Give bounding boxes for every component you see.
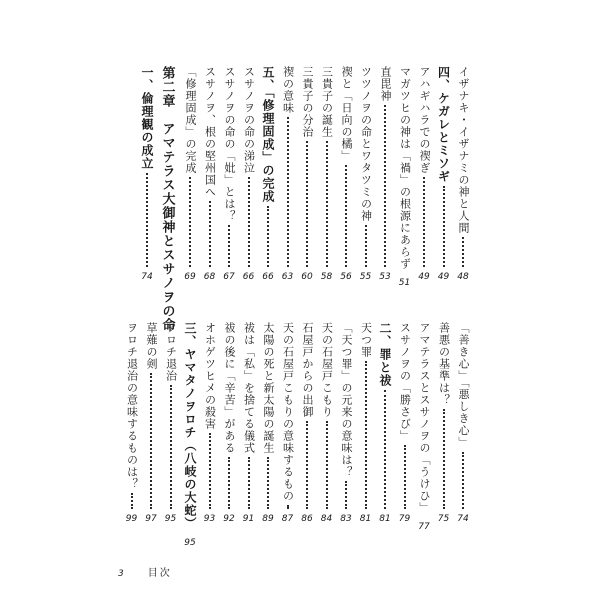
toc-entry-title: ヲロチ退治 bbox=[164, 322, 178, 382]
toc-page-number: 83 bbox=[340, 514, 352, 524]
toc-entry-title: ヲロチ退治の意味するものは？ bbox=[125, 322, 139, 490]
dot-leader bbox=[365, 225, 367, 267]
toc-entry-title: イザナキ・イザナミの神と人間 bbox=[457, 66, 470, 234]
toc-page-number: 99 bbox=[125, 514, 138, 524]
dot-leader bbox=[228, 457, 230, 509]
toc-entry-title: 直毘神 bbox=[379, 66, 392, 102]
dot-leader bbox=[248, 177, 250, 267]
toc-page-number: 66 bbox=[242, 272, 255, 282]
toc-entry[interactable] bbox=[455, 322, 471, 524]
toc-page-number: 89 bbox=[262, 514, 274, 524]
dot-leader bbox=[170, 385, 172, 509]
dot-leader bbox=[131, 493, 133, 509]
dot-leader bbox=[326, 141, 328, 267]
dot-leader bbox=[462, 452, 464, 510]
toc-page-number: 87 bbox=[281, 514, 294, 524]
toc-entry-title: スサノヲ、根の堅州国へ bbox=[203, 66, 217, 198]
dot-leader bbox=[287, 505, 289, 509]
toc-section-heading[interactable] bbox=[377, 322, 393, 524]
toc-entry[interactable] bbox=[358, 322, 374, 524]
toc-page-number: 97 bbox=[145, 514, 157, 524]
toc-page-number: 92 bbox=[223, 514, 235, 524]
toc-page-number: 86 bbox=[301, 514, 313, 524]
toc-entry-title: 天の石屋戸こもりの意味するもの bbox=[281, 322, 295, 502]
toc-entry[interactable] bbox=[280, 66, 296, 282]
toc-page-number: 77 bbox=[418, 522, 430, 532]
dot-leader bbox=[462, 237, 464, 267]
dot-leader bbox=[306, 421, 308, 509]
toc-chapter-heading[interactable] bbox=[159, 66, 175, 332]
toc-entry[interactable] bbox=[416, 322, 432, 532]
toc-entry[interactable] bbox=[377, 66, 393, 282]
toc-page-number: 60 bbox=[301, 272, 313, 282]
dot-leader bbox=[384, 390, 386, 509]
toc-page-number: 79 bbox=[398, 514, 411, 524]
toc-page-number: 67 bbox=[223, 272, 235, 282]
toc-entry-title: 祓は「私」を捨てる儀式 bbox=[242, 322, 256, 454]
toc-entry[interactable] bbox=[436, 322, 452, 524]
toc-entry[interactable] bbox=[241, 322, 257, 524]
toc-entry-title: 善悪の基準は？ bbox=[437, 322, 451, 406]
toc-entry[interactable] bbox=[397, 66, 413, 288]
toc-entry[interactable] bbox=[299, 66, 315, 282]
dot-leader bbox=[443, 186, 445, 267]
toc-entry-title: 第二章 アマテラス大御神とスサノヲの命 bbox=[159, 66, 175, 332]
dot-leader bbox=[209, 433, 211, 509]
dot-leader bbox=[306, 141, 308, 267]
dot-leader bbox=[365, 361, 367, 509]
dot-leader bbox=[228, 225, 230, 267]
toc-entry-title: アハギハラでの禊ぎ bbox=[418, 66, 431, 174]
toc-entry-title: 禊の意味 bbox=[281, 66, 295, 114]
dot-leader bbox=[267, 457, 269, 509]
toc-page-number: 56 bbox=[340, 272, 352, 282]
toc-entry[interactable] bbox=[397, 322, 413, 524]
toc-page-number: 53 bbox=[379, 272, 391, 282]
toc-entry[interactable] bbox=[338, 66, 354, 282]
toc-entry[interactable] bbox=[182, 66, 198, 282]
toc-entry-title: 太陽の死と新太陽の誕生 bbox=[262, 322, 275, 454]
toc-entry-title: スサノヲの「勝さび」 bbox=[398, 322, 412, 442]
toc-entry-title: 石屋戸からの出御 bbox=[301, 322, 314, 418]
toc-page-number: 95 bbox=[164, 514, 177, 524]
toc-entry[interactable] bbox=[124, 322, 140, 524]
toc-section-heading[interactable] bbox=[436, 66, 452, 282]
toc-entry[interactable] bbox=[202, 66, 218, 282]
toc-page-number: 74 bbox=[141, 272, 153, 282]
dot-leader bbox=[404, 445, 406, 509]
toc-page-number: 51 bbox=[398, 278, 411, 288]
toc-entry[interactable] bbox=[299, 322, 315, 524]
dot-leader bbox=[267, 206, 269, 267]
toc-entry[interactable] bbox=[338, 322, 354, 524]
toc-page-number: 58 bbox=[320, 272, 333, 282]
toc-entry-title: 「天つ罪」の元来の意味は？ bbox=[340, 322, 353, 478]
toc-entry[interactable] bbox=[163, 322, 179, 524]
toc-page-number: 91 bbox=[242, 514, 255, 524]
toc-entry[interactable] bbox=[260, 322, 276, 524]
toc-entry-title: スサノヲの命の涕泣 bbox=[242, 66, 256, 174]
toc-page-number: 93 bbox=[203, 514, 216, 524]
toc-entry-title: ツツノヲの命とワタツミの神 bbox=[359, 66, 373, 222]
toc-entry[interactable] bbox=[143, 322, 159, 524]
toc-entry-title: 「善き心」「悪しき心」 bbox=[457, 322, 470, 449]
toc-entry[interactable] bbox=[319, 66, 335, 282]
dot-leader bbox=[146, 173, 148, 267]
toc-page-number: 95 bbox=[184, 538, 196, 548]
toc-entry[interactable] bbox=[319, 322, 335, 524]
toc-entry-title: 三貴子の誕生 bbox=[320, 66, 334, 138]
toc-page-number: 68 bbox=[203, 272, 216, 282]
toc-page-number: 81 bbox=[359, 514, 372, 524]
toc-entry-title: 「修理固成」の完成 bbox=[184, 66, 197, 174]
page-footer bbox=[118, 564, 172, 579]
toc-entry-title: スサノヲの命の「妣」とは？ bbox=[223, 66, 236, 222]
toc-entry-title: 五、「修理固成」の完成 bbox=[261, 66, 275, 203]
toc-entry[interactable] bbox=[221, 66, 237, 282]
dot-leader bbox=[287, 117, 289, 267]
toc-page-number: 55 bbox=[359, 272, 372, 282]
toc-entry-title: 草薙の剣 bbox=[145, 322, 158, 370]
dot-leader bbox=[150, 373, 152, 509]
toc-page-number: 66 bbox=[262, 272, 274, 282]
toc-entry[interactable] bbox=[455, 66, 471, 282]
toc-entry-title: 三、ヤマタノヲロチ（八岐の大蛇） bbox=[183, 322, 197, 530]
running-head: 目次 bbox=[147, 568, 172, 579]
toc-entry-title: 四、ケガレとミソギ bbox=[436, 66, 451, 183]
toc-entry-title: マガツヒの神は「禍」の根源にあらず bbox=[398, 66, 412, 270]
toc-section-heading[interactable] bbox=[139, 66, 155, 282]
toc-page-number: 63 bbox=[281, 272, 294, 282]
toc-entry-title: オホゲツヒメの殺害 bbox=[203, 322, 217, 430]
dot-leader bbox=[326, 421, 328, 509]
toc-entry-title: 三貴子の分治 bbox=[301, 66, 314, 138]
toc-section-heading[interactable] bbox=[260, 66, 276, 282]
dot-leader bbox=[345, 165, 347, 267]
toc-page-number: 74 bbox=[457, 514, 469, 524]
toc-page-number: 69 bbox=[184, 272, 196, 282]
dot-leader bbox=[443, 409, 445, 509]
toc-section-heading[interactable] bbox=[182, 322, 198, 548]
folio: 3 bbox=[118, 569, 124, 579]
toc-entry[interactable] bbox=[280, 322, 296, 524]
toc-entry-title: 二、罪と祓 bbox=[378, 322, 392, 387]
toc-entry[interactable] bbox=[221, 322, 237, 524]
dot-leader bbox=[248, 457, 250, 509]
toc-page-number: 84 bbox=[320, 514, 333, 524]
toc-entry[interactable] bbox=[358, 66, 374, 282]
dot-leader bbox=[345, 481, 347, 509]
toc-page-number: 49 bbox=[418, 272, 430, 282]
dot-leader bbox=[209, 201, 211, 267]
toc-entry-title: 天つ罪 bbox=[359, 322, 373, 358]
toc-entry-title: アマテラスとスサノヲの「うけひ」 bbox=[418, 322, 431, 514]
toc-page-number: 49 bbox=[437, 272, 450, 282]
toc-entry[interactable] bbox=[241, 66, 257, 282]
toc-entry-title: 禊と「日向の橘」 bbox=[340, 66, 353, 162]
dot-leader bbox=[384, 105, 386, 267]
toc-page-number: 75 bbox=[437, 514, 450, 524]
toc-entry[interactable] bbox=[202, 322, 218, 524]
toc-entry-title: 天の石屋戸こもり bbox=[320, 322, 334, 418]
dot-leader bbox=[189, 177, 191, 267]
toc-page-number: 81 bbox=[379, 514, 391, 524]
toc-entry-title: 祓の後に「辛苦」がある bbox=[223, 322, 236, 454]
dot-leader bbox=[423, 177, 425, 267]
toc-entry-title: 一、倫理観の成立 bbox=[140, 66, 154, 170]
toc-entry[interactable] bbox=[416, 66, 432, 282]
toc-page-number: 48 bbox=[457, 272, 469, 282]
